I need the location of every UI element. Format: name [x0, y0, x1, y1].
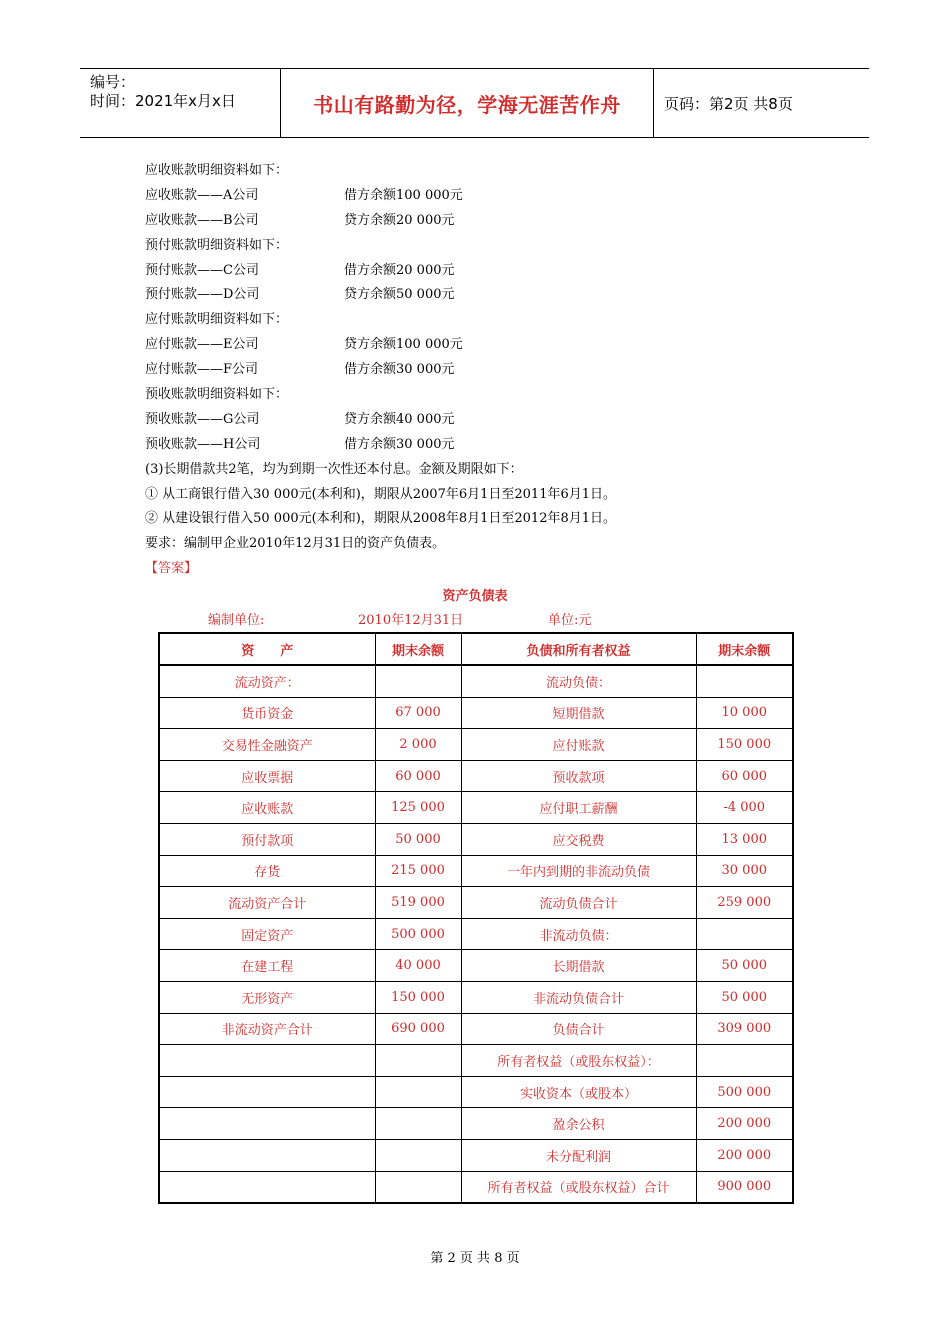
asset-item: 无形资产 [159, 981, 375, 1013]
table-row [159, 855, 793, 887]
liability-equity-item: 非流动负债： [461, 918, 696, 950]
liability-equity-balance: 50 000 [696, 981, 793, 1013]
body-text [145, 159, 845, 582]
table-row [159, 887, 793, 919]
asset-balance: 2 000 [375, 729, 461, 761]
text-line [145, 184, 845, 209]
serial-label: 编号： [90, 73, 136, 91]
line-label: 应付账款明细资料如下： [145, 312, 289, 328]
line-label: 要求：编制甲企业2010年12月31日的资产负债表。 [145, 536, 446, 552]
asset-item [159, 1108, 375, 1140]
liability-equity-item: 应付职工薪酬 [461, 792, 696, 824]
liability-equity-balance [696, 665, 793, 697]
asset-balance: 50 000 [375, 823, 461, 855]
report-date: 2010年12月31日 [358, 613, 464, 628]
line-label: 【答案】 [145, 561, 198, 577]
asset-item: 存货 [159, 855, 375, 887]
asset-balance [375, 1045, 461, 1077]
line-value: 借方余额100 000元 [344, 187, 463, 203]
table-row [159, 1045, 793, 1077]
text-line [145, 333, 845, 358]
liability-equity-item: 流动负债： [461, 665, 696, 697]
asset-item: 交易性金融资产 [159, 729, 375, 761]
liability-equity-balance: 30 000 [696, 855, 793, 887]
asset-balance: 500 000 [375, 918, 461, 950]
header-liab-balance: 期末余额 [696, 633, 793, 665]
table-row [159, 1076, 793, 1108]
liability-equity-item: 应付账款 [461, 729, 696, 761]
currency-unit: 单位:元 [548, 613, 592, 628]
text-line [145, 308, 845, 333]
liability-equity-item: 非流动负债合计 [461, 981, 696, 1013]
line-label: (3)长期借款共2笔，均为到期一次性还本付息。金额及期限如下： [145, 461, 523, 477]
motto: 书山有路勤为径，学海无涯苦作舟 [313, 92, 621, 117]
page-header [80, 68, 869, 138]
table-title: 资产负债表 [442, 589, 508, 604]
liability-equity-item: 负债合计 [461, 1013, 696, 1045]
line-label: 预付账款明细资料如下： [145, 237, 289, 253]
asset-balance: 40 000 [375, 950, 461, 982]
asset-item: 非流动资产合计 [159, 1013, 375, 1045]
header-motto-cell [281, 69, 654, 137]
line-label: 预付账款——D公司 [145, 287, 260, 303]
asset-item: 流动资产： [159, 665, 375, 697]
liability-equity-item: 盈余公积 [461, 1108, 696, 1140]
liability-equity-item: 流动负债合计 [461, 887, 696, 919]
line-label: 预收账款明细资料如下： [145, 387, 289, 403]
asset-item: 固定资产 [159, 918, 375, 950]
table-row [159, 1108, 793, 1140]
table-row [159, 823, 793, 855]
asset-item [159, 1045, 375, 1077]
table-header-row [159, 633, 793, 665]
asset-item: 预付款项 [159, 823, 375, 855]
page-number-label: 页码：第2页 共8页 [664, 94, 793, 113]
line-value: 贷方余额20 000元 [344, 212, 455, 228]
table-row [159, 729, 793, 761]
liability-equity-item: 长期借款 [461, 950, 696, 982]
text-line [145, 557, 845, 582]
asset-balance: 60 000 [375, 760, 461, 792]
asset-balance: 125 000 [375, 792, 461, 824]
time-label: 时间：2021年x月x日 [90, 92, 236, 110]
line-label: 预收账款——G公司 [145, 411, 260, 427]
liability-equity-item: 短期借款 [461, 697, 696, 729]
asset-item: 流动资产合计 [159, 887, 375, 919]
table-row [159, 918, 793, 950]
text-line [145, 507, 845, 532]
asset-item: 应收票据 [159, 760, 375, 792]
asset-balance: 67 000 [375, 697, 461, 729]
asset-balance [375, 665, 461, 697]
liability-equity-balance: 200 000 [696, 1139, 793, 1171]
liability-equity-balance: 200 000 [696, 1108, 793, 1140]
line-label: 应收账款——B公司 [145, 212, 259, 228]
table-row [159, 1139, 793, 1171]
text-line [145, 209, 845, 234]
asset-item [159, 1171, 375, 1203]
asset-balance [375, 1076, 461, 1108]
line-label: 应收账款——A公司 [145, 187, 259, 203]
text-line [145, 458, 845, 483]
balance-sheet-table [158, 632, 794, 1204]
liability-equity-balance: 13 000 [696, 823, 793, 855]
liability-equity-balance [696, 918, 793, 950]
line-label: ② 从建设银行借入50 000元(本利和)，期限从2008年8月1日至2012年8月1日。 [145, 511, 617, 527]
liability-equity-balance: 50 000 [696, 950, 793, 982]
text-line [145, 408, 845, 433]
line-label: 应付账款——F公司 [145, 362, 259, 378]
table-row [159, 950, 793, 982]
liability-equity-item: 预收款项 [461, 760, 696, 792]
text-line [145, 483, 845, 508]
header-liabilities-equity: 负债和所有者权益 [461, 633, 696, 665]
liability-equity-balance [696, 1045, 793, 1077]
table-row [159, 792, 793, 824]
liability-equity-balance: 259 000 [696, 887, 793, 919]
line-value: 借方余额30 000元 [344, 436, 455, 452]
table-row [159, 697, 793, 729]
text-line [145, 433, 845, 458]
liability-equity-item: 所有者权益（或股东权益）： [461, 1045, 696, 1077]
table-row [159, 760, 793, 792]
line-label: 预付账款——C公司 [145, 262, 259, 278]
asset-balance: 690 000 [375, 1013, 461, 1045]
asset-balance: 150 000 [375, 981, 461, 1013]
asset-balance [375, 1171, 461, 1203]
text-line [145, 259, 845, 284]
table-row [159, 665, 793, 697]
liability-equity-item: 一年内到期的非流动负债 [461, 855, 696, 887]
asset-balance: 215 000 [375, 855, 461, 887]
line-label: ① 从工商银行借入30 000元(本利和)，期限从2007年6月1日至2011年6月1日。 [145, 486, 617, 502]
liability-equity-balance: 900 000 [696, 1171, 793, 1203]
page-footer: 第 2 页 共 8 页 [430, 1251, 520, 1266]
liability-equity-balance: 150 000 [696, 729, 793, 761]
liability-equity-balance: 10 000 [696, 697, 793, 729]
line-label: 应收账款明细资料如下： [145, 163, 289, 178]
text-line [145, 283, 845, 308]
line-label: 应付账款——E公司 [145, 337, 259, 353]
asset-balance: 519 000 [375, 887, 461, 919]
text-line [145, 234, 845, 259]
table-row [159, 981, 793, 1013]
liability-equity-item: 应交税费 [461, 823, 696, 855]
line-value: 贷方余额100 000元 [344, 337, 463, 353]
compiler-label: 编制单位: [208, 613, 265, 628]
line-value: 借方余额30 000元 [344, 362, 455, 378]
liability-equity-item: 实收资本（或股本） [461, 1076, 696, 1108]
asset-item [159, 1076, 375, 1108]
text-line [145, 383, 845, 408]
asset-balance [375, 1139, 461, 1171]
header-meta [80, 69, 281, 137]
text-line [145, 532, 845, 557]
asset-item: 货币资金 [159, 697, 375, 729]
text-line [145, 159, 845, 184]
header-asset-balance: 期末余额 [375, 633, 461, 665]
asset-item: 在建工程 [159, 950, 375, 982]
liability-equity-balance: -4 000 [696, 792, 793, 824]
line-value: 贷方余额50 000元 [344, 287, 455, 303]
asset-item [159, 1139, 375, 1171]
table-row [159, 1013, 793, 1045]
liability-equity-item: 未分配利润 [461, 1139, 696, 1171]
line-label: 预收账款——H公司 [145, 436, 261, 452]
liability-equity-item: 所有者权益（或股东权益）合计 [461, 1171, 696, 1203]
table-row [159, 1171, 793, 1203]
liability-equity-balance: 500 000 [696, 1076, 793, 1108]
asset-balance [375, 1108, 461, 1140]
header-page-cell [654, 69, 869, 137]
header-assets: 资 产 [159, 633, 375, 665]
line-value: 贷方余额40 000元 [344, 411, 455, 427]
liability-equity-balance: 60 000 [696, 760, 793, 792]
liability-equity-balance: 309 000 [696, 1013, 793, 1045]
line-value: 借方余额20 000元 [344, 262, 455, 278]
text-line [145, 358, 845, 383]
asset-item: 应收账款 [159, 792, 375, 824]
